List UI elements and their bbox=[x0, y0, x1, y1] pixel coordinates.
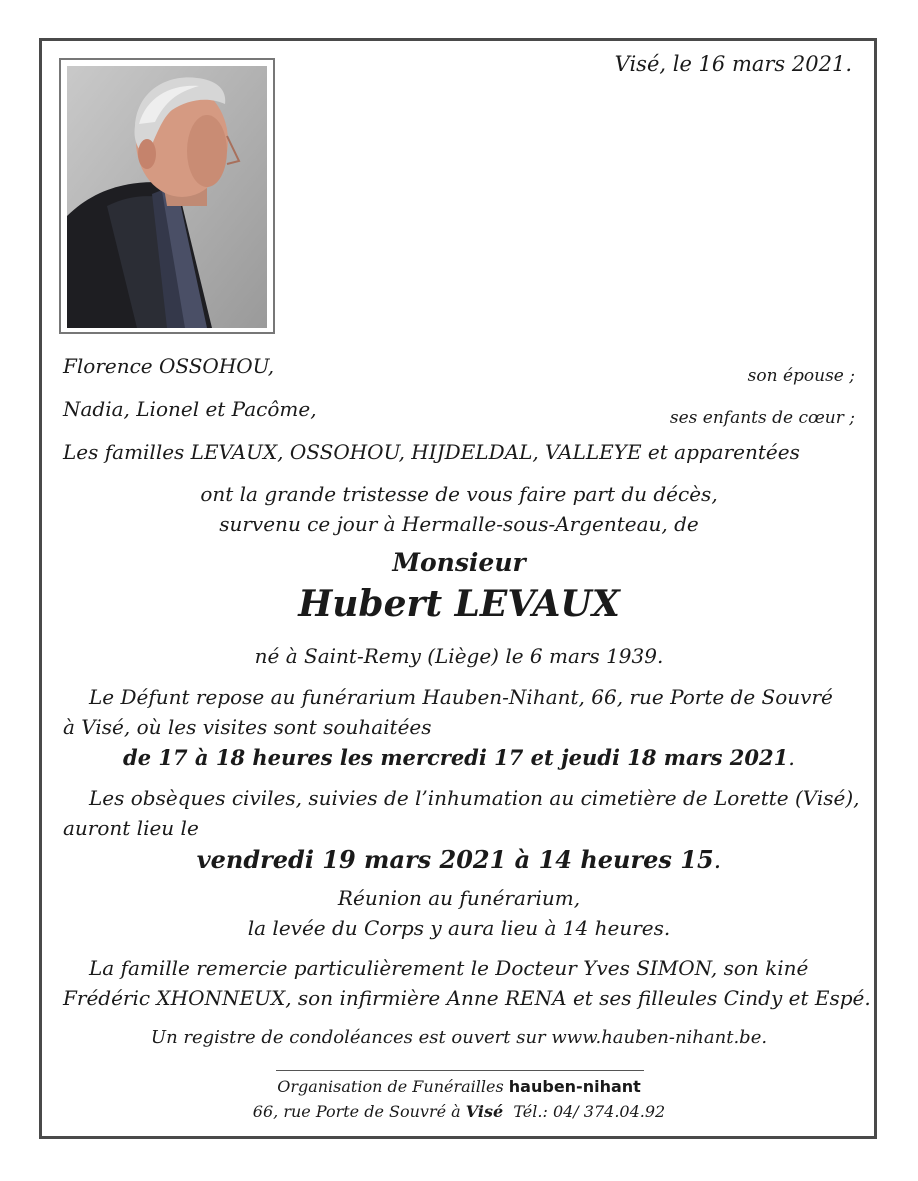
funeral-line-2: auront lieu le bbox=[63, 816, 199, 840]
portrait-photo bbox=[67, 66, 267, 328]
children-role: ses enfants de cœur ; bbox=[669, 408, 855, 428]
footer-address bbox=[0, 1102, 918, 1121]
meeting-line-2: la levée du Corps y aura lieu à 14 heures. bbox=[247, 916, 671, 940]
birth-line: né à Saint-Remy (Liège) le 6 mars 1939. bbox=[254, 644, 664, 668]
footer-phone: Tél.: 04/ 374.04.92 bbox=[503, 1102, 666, 1121]
portrait-frame bbox=[59, 58, 275, 334]
deceased-title: Monsieur bbox=[392, 548, 526, 577]
funeral-home-logo: hauben-nihant bbox=[508, 1077, 641, 1096]
funeral-line-1: Les obsèques civiles, suivies de l’inhumation au cimetière de Lorette (Visé), bbox=[89, 786, 860, 810]
visits-schedule-end: . bbox=[788, 746, 795, 770]
visits-schedule-text: de 17 à 18 heures les mercredi 17 et jeudi 18 mars 2021 bbox=[123, 745, 789, 770]
families-line: Les familles LEVAUX, OSSOHOU, HIJDELDAL, VALLEYE et apparentées bbox=[63, 440, 800, 464]
children-names: Nadia, Lionel et Pacôme, bbox=[63, 397, 317, 421]
announcement-line-1: ont la grande tristesse de vous faire part du décès, bbox=[200, 482, 718, 506]
visits-schedule bbox=[0, 745, 918, 770]
footer-org-prefix: Organisation de Funérailles bbox=[277, 1077, 509, 1096]
visits-line-1: Le Défunt repose au funérarium Hauben-Nihant, 66, rue Porte de Souvré bbox=[89, 685, 833, 709]
thanks-line-2: Frédéric XHONNEUX, son infirmière Anne RENA et ses filleules Cindy et Espé. bbox=[63, 986, 871, 1010]
spouse-role: son épouse ; bbox=[747, 366, 855, 386]
announcement-line-2: survenu ce jour à Hermalle-sous-Argenteau, de bbox=[219, 512, 699, 536]
funeral-date bbox=[0, 845, 918, 874]
registry-line: Un registre de condoléances est ouvert sur www.hauben-nihant.be. bbox=[150, 1027, 768, 1048]
place-date: Visé, le 16 mars 2021. bbox=[614, 52, 852, 76]
visits-line-2: à Visé, où les visites sont souhaitées bbox=[63, 715, 432, 739]
footer-address-street: 66, rue Porte de Souvré à bbox=[252, 1102, 466, 1121]
spouse-name: Florence OSSOHOU, bbox=[63, 354, 275, 378]
footer-org bbox=[0, 1077, 918, 1096]
funeral-date-text: vendredi 19 mars 2021 à 14 heures 15 bbox=[196, 845, 714, 874]
funeral-date-end: . bbox=[713, 846, 722, 874]
meeting-line-1: Réunion au funérarium, bbox=[337, 886, 581, 910]
deceased-name: Hubert LEVAUX bbox=[298, 583, 620, 625]
thanks-line-1: La famille remercie particulièrement le Docteur Yves SIMON, son kiné bbox=[89, 956, 809, 980]
footer-address-city: Visé bbox=[465, 1102, 504, 1121]
footer-divider bbox=[276, 1070, 644, 1071]
